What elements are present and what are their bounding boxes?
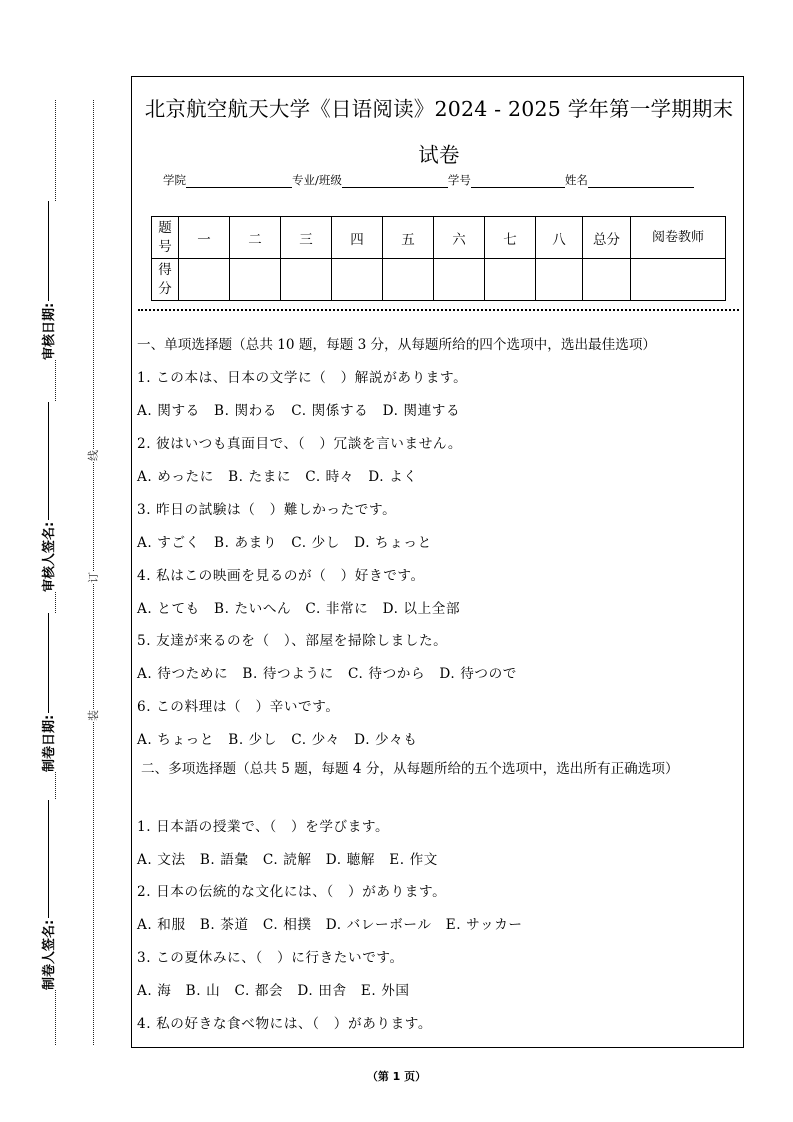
question-options: A. 海 B. 山 C. 都会 D. 田舎 E. 外国: [137, 983, 410, 999]
maker-sign-field: [38, 800, 57, 990]
score-cell[interactable]: [383, 259, 434, 301]
question-options: A. 和服 B. 茶道 C. 相撲 D. バレーボール E. サッカー: [137, 917, 523, 933]
col-header: 三: [281, 217, 332, 259]
col-header: 八: [536, 217, 583, 259]
section1-heading: 一、单项选择题（总共 10 题，每题 3 分，从每题所给的四个选项中，选出最佳选项）: [137, 337, 657, 353]
dotted-separator: [138, 309, 739, 311]
question-options: A. めったに B. たまに C. 時々 D. よく: [137, 469, 418, 485]
question-options: A. すごく B. あまり C. 少し D. ちょっと: [137, 535, 432, 551]
student-info-row: [163, 172, 694, 188]
score-table-score-row: [152, 259, 726, 301]
total-score-cell[interactable]: [583, 259, 631, 301]
question-number-label: 题号: [152, 217, 179, 259]
college-blank[interactable]: [186, 175, 292, 188]
exam-title: 北京航空航天大学《日语阅读》2024 - 2025 学年第一学期期末试卷: [144, 97, 734, 167]
question-text: 2. 日本の伝統的な文化には、（ ）があります。: [137, 884, 447, 900]
binding-char-line: 线: [87, 450, 100, 461]
reviewer-date-label: 审核日期:: [42, 302, 57, 360]
question-options: A. 文法 B. 語彙 C. 読解 D. 聴解 E. 作文: [137, 852, 438, 868]
score-table-header-row: [152, 217, 726, 259]
name-label: 姓名: [564, 173, 588, 187]
maker-sign-label: 制卷人签名:: [42, 919, 57, 990]
page-number: （第 1 页）: [366, 1070, 427, 1083]
major-class-label: 专业/班级: [292, 173, 342, 187]
question-text: 2. 彼はいつも真面目で、（ ）冗談を言いません。: [137, 436, 463, 452]
question-text: 3. この夏休みに、（ ）に行きたいです。: [137, 950, 404, 966]
score-cell[interactable]: [485, 259, 536, 301]
question-options: A. 関する B. 関わる C. 関係する D. 関連する: [137, 403, 461, 419]
col-header: 五: [383, 217, 434, 259]
col-header: 二: [230, 217, 281, 259]
binding-char-staple: 订: [87, 572, 100, 583]
student-id-label: 学号: [447, 173, 471, 187]
maker-date-label: 制卷日期:: [42, 714, 57, 772]
score-cell[interactable]: [536, 259, 583, 301]
question-options: A. 待つために B. 待つように C. 待つから D. 待つので: [137, 666, 517, 682]
col-header: 四: [332, 217, 383, 259]
col-header: 一: [179, 217, 230, 259]
score-cell[interactable]: [434, 259, 485, 301]
score-cell[interactable]: [230, 259, 281, 301]
score-cell[interactable]: [332, 259, 383, 301]
college-label: 学院: [163, 173, 186, 187]
question-options: A. とても B. たいへん C. 非常に D. 以上全部: [137, 601, 461, 617]
question-text: 4. 私の好きな食べ物には、（ ）があります。: [137, 1016, 433, 1032]
col-header: 七: [485, 217, 536, 259]
reviewer-sign-field: [38, 402, 57, 592]
grader-cell[interactable]: [631, 259, 726, 301]
score-table: [151, 216, 726, 301]
binding-char-bind: 装: [87, 710, 100, 721]
question-text: 3. 昨日の試験は（ ）難しかったです。: [137, 502, 397, 518]
student-id-blank[interactable]: [471, 175, 565, 188]
section2-heading: 二、多项选择题（总共 5 题，每题 4 分，从每题所给的五个选项中，选出所有正确选项）: [141, 761, 679, 777]
col-header: 六: [434, 217, 485, 259]
reviewer-sign-label: 审核人签名:: [42, 521, 57, 592]
question-text: 6. この料理は（ ）辛いです。: [137, 699, 340, 715]
reviewer-date-field: [38, 201, 57, 360]
question-options: A. ちょっと B. 少し C. 少々 D. 少々も: [137, 732, 418, 748]
name-blank[interactable]: [588, 175, 694, 188]
question-text: 1. この本は、日本の文学に（ ）解説があります。: [137, 370, 468, 386]
maker-date-field: [38, 613, 57, 772]
score-cell[interactable]: [179, 259, 230, 301]
score-label: 得分: [152, 259, 179, 301]
col-header-total: 总分: [583, 217, 631, 259]
question-text: 1. 日本語の授業で、（ ）を学びます。: [137, 819, 390, 835]
score-cell[interactable]: [281, 259, 332, 301]
question-text: 5. 友達が来るのを（ ）、部屋を掃除しました。: [137, 633, 448, 649]
col-header-grader: 阅卷教师: [631, 217, 726, 259]
question-text: 4. 私はこの映画を見るのが（ ）好きです。: [137, 568, 425, 584]
major-class-blank[interactable]: [342, 175, 448, 188]
